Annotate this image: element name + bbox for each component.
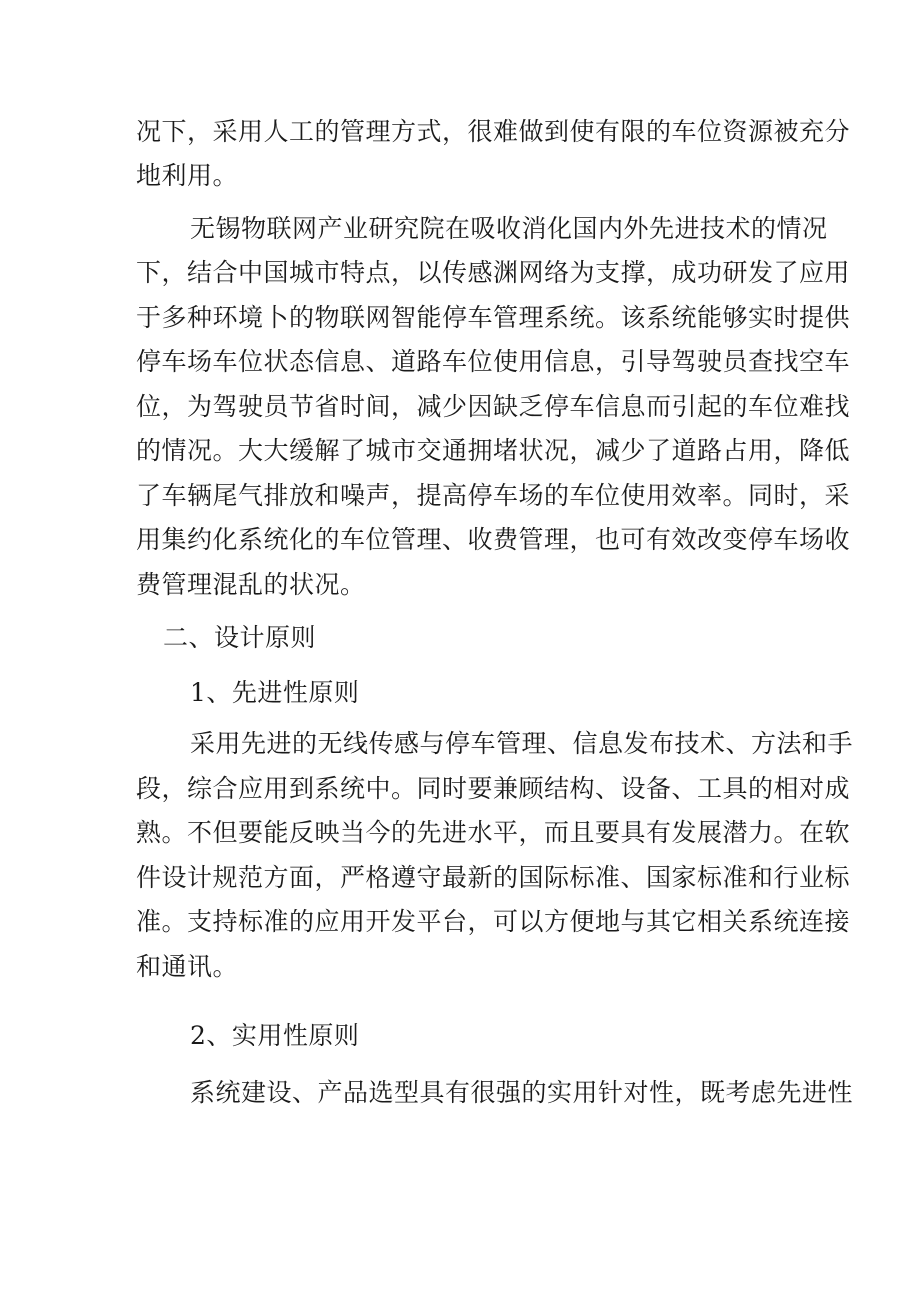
paragraph-line: 地利用。 [136,161,239,190]
paragraph-line: 于多种环境卜的物联网智能停车管理系统。该系统能够实时提供 [136,303,851,332]
paragraph-line: 系统建设、产品选型具有很强的实用针对性，既考虑先进性 [190,1078,854,1107]
paragraph-line: 的情况。大大缓解了城市交通拥堵状况，减少了道路占用，降低 [136,436,851,465]
paragraph-line: 采用先进的无线传感与停车管理、信息发布技术、方法和手 [190,729,854,758]
paragraph-line: 熟。不但要能反映当今的先进水平，而且要具有发展潜力。在软 [136,818,851,847]
section-heading: 二、设计原则 [163,623,317,652]
paragraph-line: 下，结合中国城市特点，以传感渊网络为支撑，成功研发了应用 [136,258,851,287]
paragraph-line: 准。支持标准的应用开发平台，可以方便地与其它相关系统连接 [136,907,851,936]
paragraph-line: 费管理混乱的状况。 [136,570,366,599]
paragraph-line: 况下，采用人工的管理方式，很难做到使有限的车位资源被充分 [136,117,851,146]
paragraph-line: 位，为驾驶员节省时间，减少因缺乏停车信息而引起的车位难找 [136,392,851,421]
principle-heading: 1、先进性原则 [190,678,360,707]
paragraph-line: 段，综合应用到系统中。同时要兼顾结构、设备、工具的相对成 [136,774,851,803]
principle-heading: 2、实用性原则 [190,1021,360,1050]
paragraph-line: 和通讯。 [136,952,239,981]
paragraph-line: 了车辆尾气排放和噪声，提高停车场的车位使用效率。同时，采 [136,481,851,510]
paragraph-line: 停车场车位状态信息、道路车位使用信息，引导驾驶员查找空车 [136,347,851,376]
paragraph-line: 无锡物联网产业研究院在吸收消化国内外先进技术的情况 [190,214,828,243]
paragraph-line: 用集约化系统化的车位管理、收费管理，也可有效改变停车场收 [136,525,851,554]
paragraph-line: 件设计规范方面，严格遵守最新的国际标准、国家标准和行业标 [136,863,851,892]
